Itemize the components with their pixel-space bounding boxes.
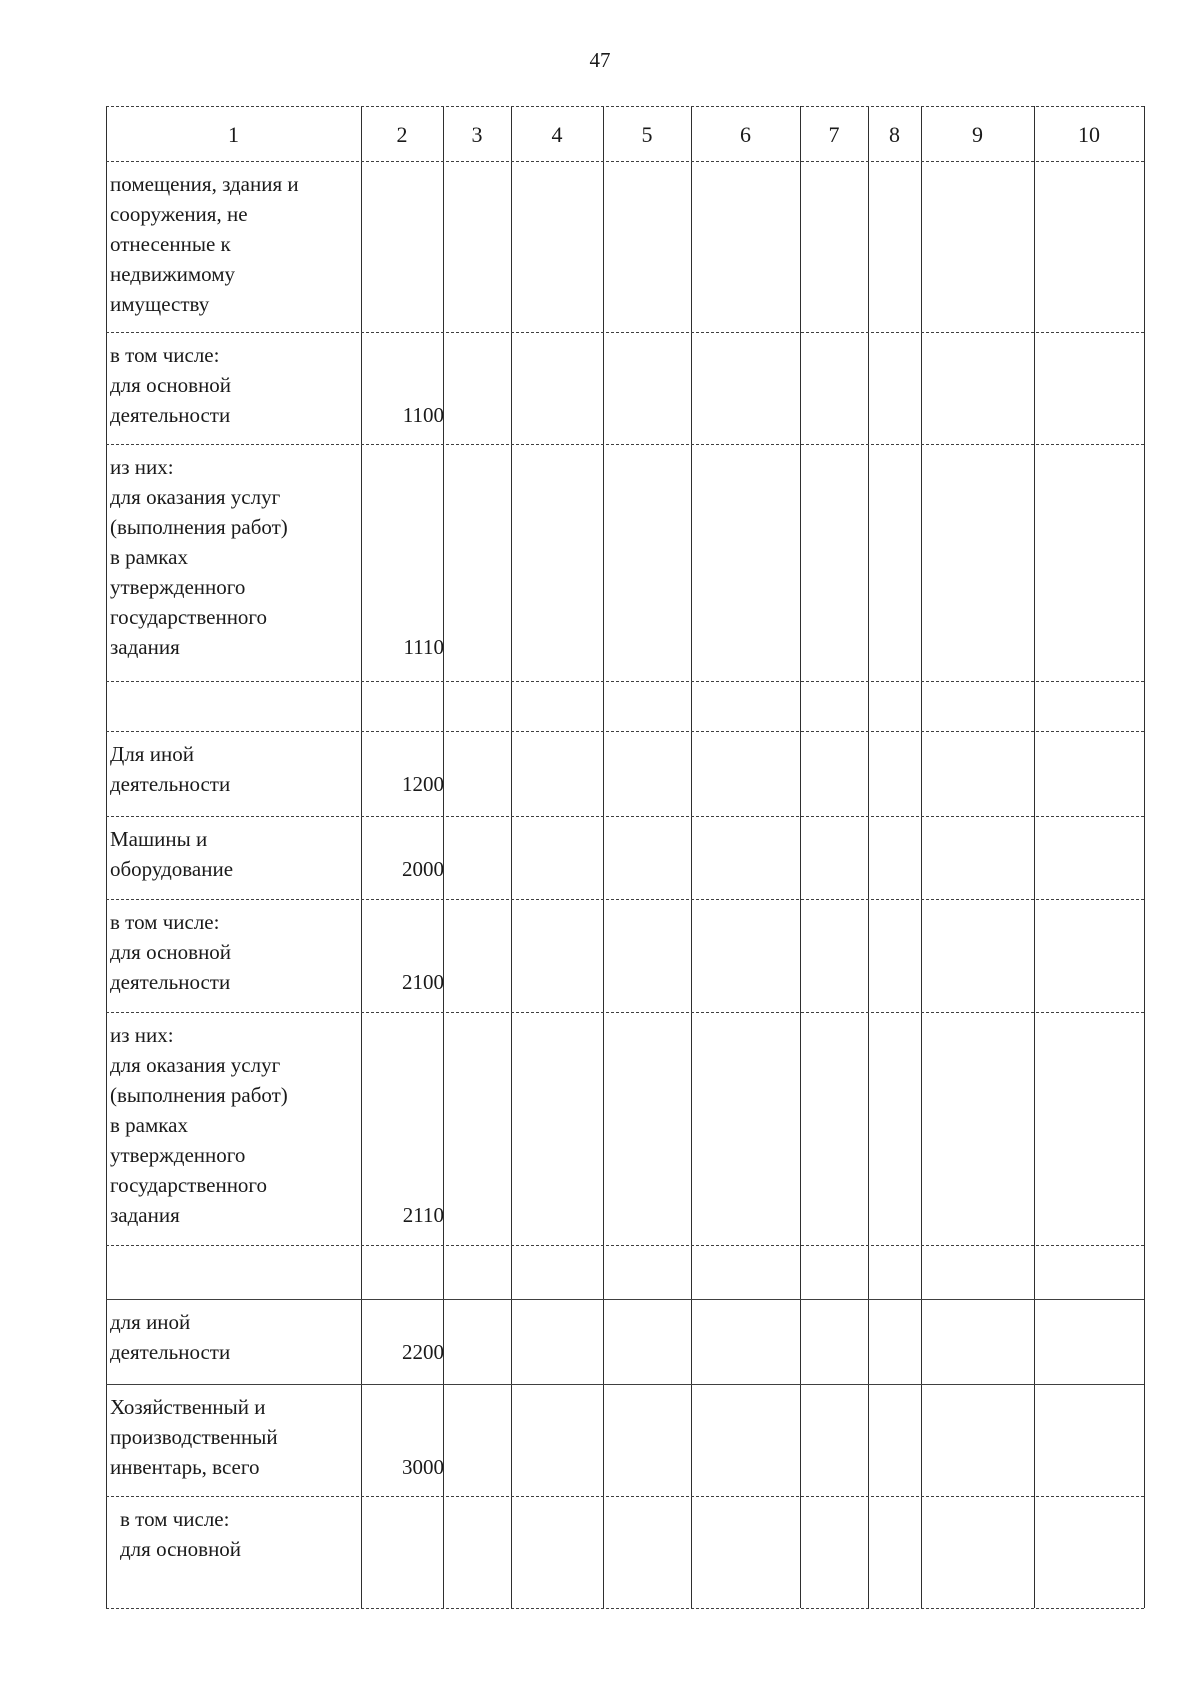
row-label-line: помещения, здания и [110, 172, 299, 196]
row-label [110, 824, 360, 884]
row-border [106, 899, 1144, 900]
row-label-line: для иной [110, 1310, 191, 1334]
column-header: 10 [1078, 122, 1100, 147]
row-label [120, 1504, 370, 1564]
row-border [106, 1384, 1144, 1385]
row-code: 1200 [402, 772, 444, 796]
row-label-line: недвижимому [110, 262, 236, 286]
row-label-line: для основной [120, 1537, 242, 1561]
row-border [106, 1245, 1144, 1246]
row-label-line: утвержденного [110, 1143, 246, 1167]
column-header: 2 [396, 122, 408, 147]
row-label-line: в том числе: [110, 343, 220, 367]
row-label-line: (выполнения работ) [110, 1083, 288, 1107]
row-label-line: имуществу [110, 292, 210, 316]
row-label-line: Хозяйственный и [110, 1395, 266, 1419]
column-header: 1 [228, 122, 239, 147]
row-label-line: для оказания услуг [110, 485, 281, 509]
row-code: 1100 [402, 403, 444, 427]
row-label-line: для основной [110, 373, 232, 397]
row-label-line: сооружения, не [110, 202, 248, 226]
row-label-line: Для иной [110, 742, 194, 766]
row-label-line: задания [110, 1203, 180, 1227]
row-label [110, 1307, 360, 1367]
row-code: 2100 [402, 970, 444, 994]
row-code: 2200 [402, 1340, 444, 1364]
row-label-line: из них: [110, 1023, 174, 1047]
row-label-line: (выполнения работ) [110, 515, 288, 539]
row-label-line: Машины и [110, 827, 208, 851]
row-label [110, 1020, 360, 1230]
row-label-line: задания [110, 635, 180, 659]
row-label-line: для оказания услуг [110, 1053, 281, 1077]
row-border [106, 1012, 1144, 1013]
column-header: 3 [471, 122, 483, 147]
row-label-line: отнесенные к [110, 232, 231, 256]
row-label-line: утвержденного [110, 575, 246, 599]
row-label-line: оборудование [110, 857, 234, 881]
row-label-line: деятельности [110, 970, 231, 994]
row-label-line: производственный [110, 1425, 278, 1449]
row-label [110, 169, 360, 319]
page-number: 47 [589, 48, 611, 72]
row-label [110, 340, 360, 430]
row-label-line: в рамках [110, 545, 188, 569]
row-border [106, 816, 1144, 817]
row-label-line: в том числе: [110, 910, 220, 934]
row-label [110, 907, 360, 997]
row-label-line: для основной [110, 940, 232, 964]
row-border [106, 1496, 1144, 1497]
row-border [106, 444, 1144, 445]
row-label [110, 1392, 360, 1482]
row-label-line: деятельности [110, 1340, 231, 1364]
row-code: 2000 [402, 857, 444, 881]
row-label [110, 739, 360, 799]
row-label-line: в том числе: [120, 1507, 230, 1531]
row-code: 1110 [403, 635, 444, 659]
row-code: 2110 [402, 1203, 444, 1227]
row-border [106, 731, 1144, 732]
row-label-line: в рамках [110, 1113, 188, 1137]
table-top-border [106, 106, 1144, 107]
row-label-line: из них: [110, 455, 174, 479]
row-label-line: инвентарь, всего [110, 1455, 260, 1479]
row-label-line: государственного [110, 605, 268, 629]
column-header: 8 [889, 122, 900, 147]
header-bottom-border [106, 161, 1144, 162]
column-header: 7 [828, 122, 840, 147]
column-header: 9 [972, 122, 983, 147]
row-label-line: деятельности [110, 403, 231, 427]
row-border [106, 332, 1144, 333]
row-label [110, 452, 360, 662]
row-label-line: деятельности [110, 772, 231, 796]
row-code: 3000 [402, 1455, 444, 1479]
row-border [106, 681, 1144, 682]
row-label-line: государственного [110, 1173, 268, 1197]
row-border [106, 1608, 1144, 1609]
column-header: 5 [641, 122, 653, 147]
column-header: 6 [740, 122, 751, 147]
column-header: 4 [551, 122, 563, 147]
row-border [106, 1299, 1144, 1300]
column-border [1144, 106, 1145, 1608]
